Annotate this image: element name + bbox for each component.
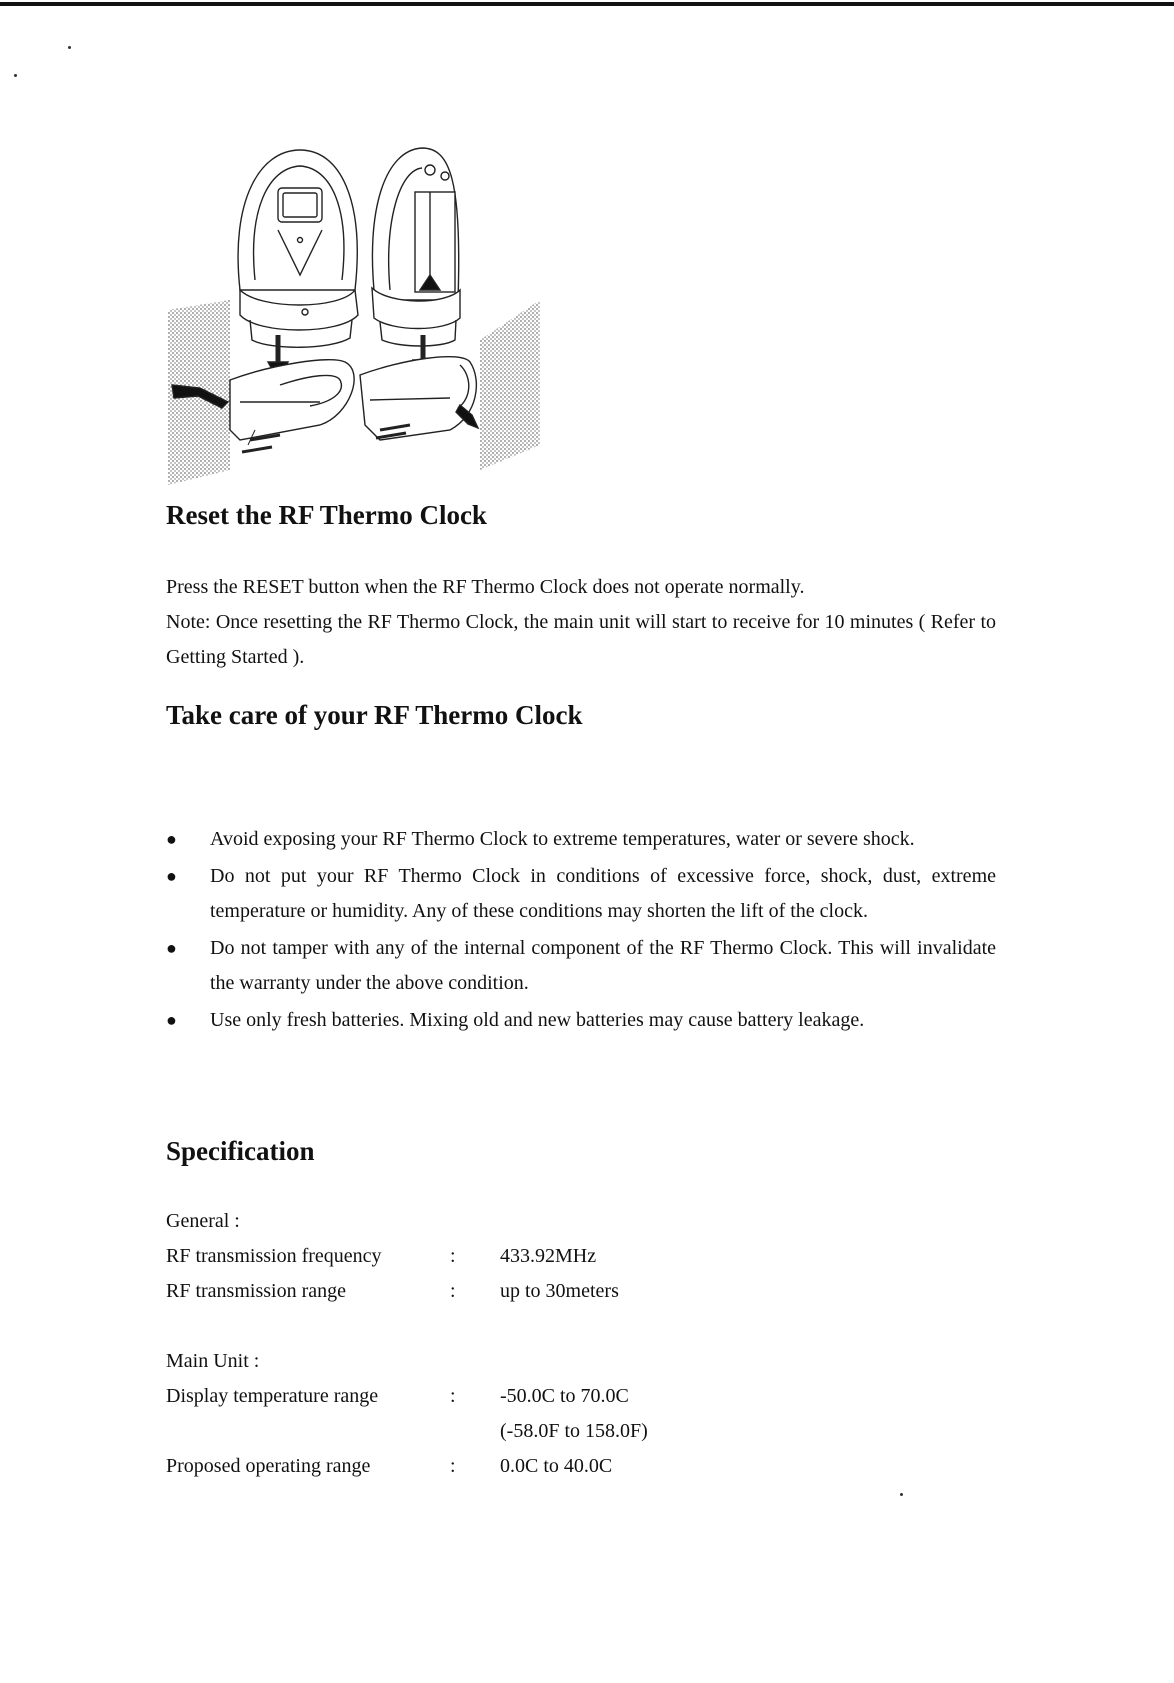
spec-row [166,1280,866,1314]
care-item: ● Use only fresh batteries. Mixing old and new batteries may cause battery leakage. [166,1003,996,1038]
spec-row [166,1455,866,1489]
care-item: ● Do not put your RF Thermo Clock in conditions of excessive force, shock, dust, extreme temperature or humidity. Any of these conditions may shorten the lift of the clock. [166,859,996,929]
general-label: General : [166,1210,240,1232]
spec-value: -50.0C to 70.0C [500,1385,629,1407]
spec-key: RF transmission range [166,1280,346,1302]
reset-heading: Reset the RF Thermo Clock [166,500,487,530]
top-rule [0,2,1174,6]
left-bracket [230,360,354,440]
spec-heading: Specification [166,1136,315,1166]
care-item: ● Avoid exposing your RF Thermo Clock to extreme temperatures, water or severe shock. [166,822,996,857]
spec-value: 433.92MHz [500,1245,597,1267]
main-unit-label: Main Unit : [166,1350,260,1372]
scan-speck [14,74,17,77]
spec-key: RF transmission frequency [166,1245,382,1267]
care-heading: Take care of your RF Thermo Clock [166,700,583,730]
scan-speck [900,1493,903,1496]
spec-colon: : [450,1280,456,1302]
spec-value: up to 30meters [500,1280,619,1302]
reset-line-2: Note: Once resetting the RF Thermo Clock, the main unit will start to receive for 10 minutes ( Refer to Getting Started ). [166,611,996,668]
spec-colon: : [450,1455,456,1477]
care-list [166,822,996,1040]
scan-speck [68,46,71,49]
mounting-illustration [160,140,580,500]
spec-row [166,1385,866,1442]
care-item: ● Do not tamper with any of the internal component of the RF Thermo Clock. This will invalidate the warranty under the above condition. [166,931,996,1001]
spec-key: Display temperature range [166,1385,379,1407]
spec-row [166,1245,866,1279]
spec-colon: : [450,1245,456,1267]
spec-value-alt: (-58.0F to 158.0F) [500,1420,648,1442]
spec-key: Proposed operating range [166,1455,371,1477]
spec-colon: : [450,1385,456,1407]
reset-line-1: Press the RESET button when the RF Thermo Clock does not operate normally. [166,576,805,598]
right-wall [480,300,540,470]
spec-value: 0.0C to 40.0C [500,1455,613,1477]
